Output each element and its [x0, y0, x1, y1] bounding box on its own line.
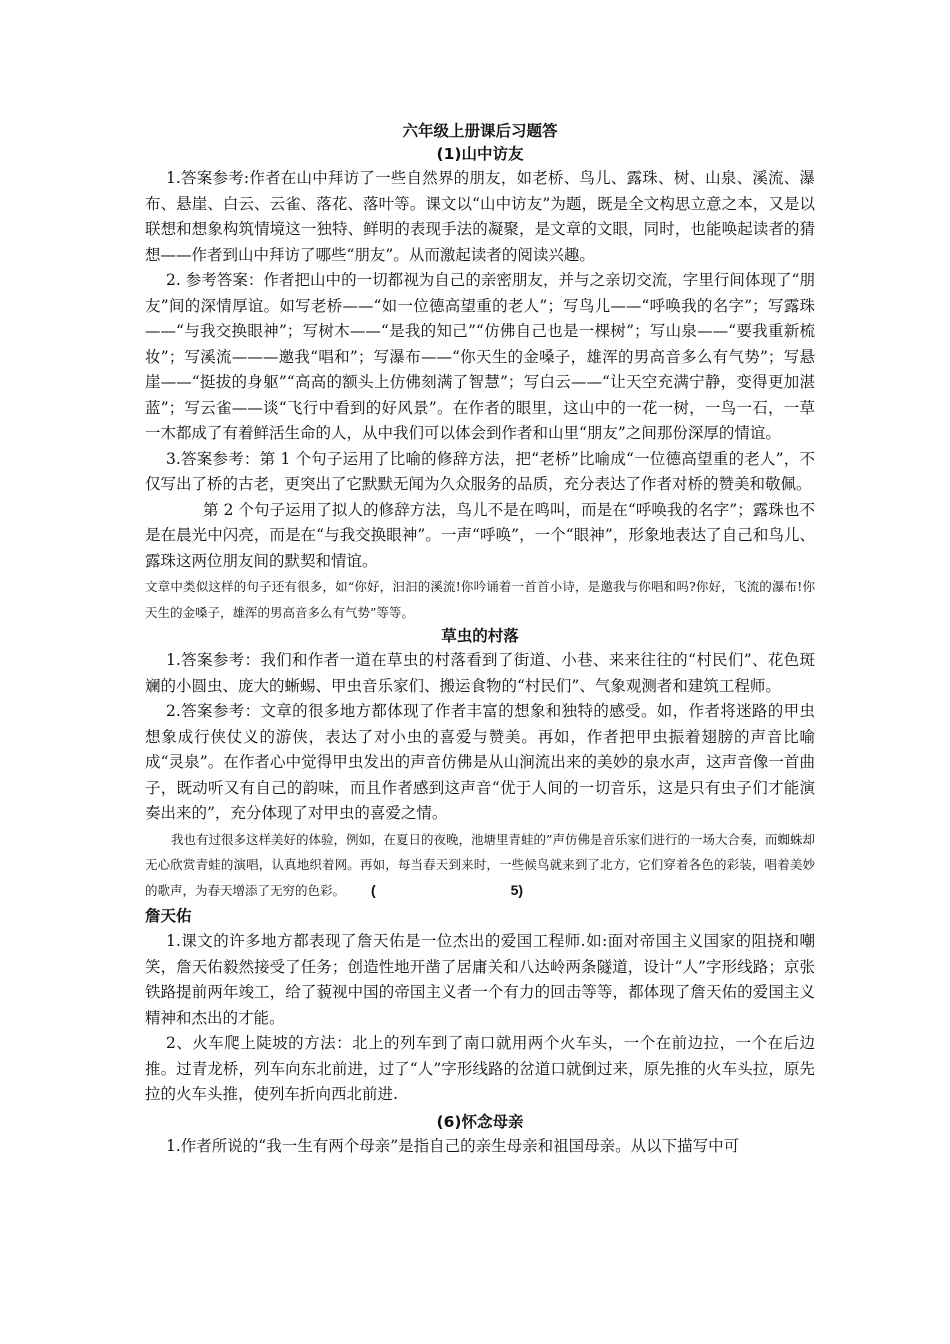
- answer-note: 文章中类似这样的句子还有很多，如“你好，汩汩的溪流!你吟诵着一首首小诗，是邀我与你唱和吗?你好，飞流的瀑布!你天生的金嗓子，雄浑的男高音多么有气势”等等。: [145, 579, 815, 620]
- paren-close: 5): [510, 881, 524, 898]
- answer-paragraph: 2. 参考答案：作者把山中的一切都视为自己的亲密朋友，并与之亲切交流，字里行间体现了“朋友”间的深情厚谊。如写老桥——“如一位德高望重的老人”；写鸟儿——“呼唤我的名字”；写露珠——“与我交换眼神”；写树木——“是我的知己”“仿佛自己也是一棵树”；写山泉——“要我重新梳妆”；写溪流———邀我“唱和”；写瀑布——“你天生的金嗓子，雄浑的男高音多么有气势”；写悬崖——“挺拔的身躯”“高高的额头上仿佛刻满了智慧”；写白云——“让天空充满宁静，变得更加湛蓝”；写云雀——谈“飞行中看到的好风景”。在作者的眼里，这山中的一花一树，一鸟一石，一草一木都成了有着鲜活生命的人，从中我们可以体会到作者和山里“朋友”之间那份深厚的情谊。: [145, 271, 815, 442]
- document-page: [145, 120, 815, 1159]
- answer-paragraph: 1.课文的许多地方都表现了詹天佑是一位杰出的爱国工程师.如:面对帝国主义国家的阻挠和嘲笑，詹天佑毅然接受了任务；创造性地开凿了居庸关和八达岭两条隧道，设计“人”字形线路；京张铁路提前两年竣工，给了藐视中国的帝国主义者一个有力的回击等等，都体现了詹天佑的爱国主义精神和杰出的才能。: [145, 932, 815, 1027]
- section-heading-huainian: (6)怀念母亲: [436, 1112, 524, 1131]
- answer-paragraph: 3.答案参考：第 1 个句子运用了比喻的修辞方法，把“老桥”比喻成“一位德高望重的老人”，不仅写出了桥的古老，更突出了它默默无闻为久众服务的品质，充分表达了作者对桥的赞美和敬佩。: [145, 449, 815, 493]
- answer-paragraph: 1.答案参考：我们和作者一道在草虫的村落看到了街道、小巷、来来往往的“村民们”、花色斑斓的小圆虫、庞大的蜥蜴、甲虫音乐家们、搬运食物的“村民们”、气象观测者和建筑工程师。: [145, 651, 815, 695]
- answer-paragraph: 2.答案参考：文章的很多地方都体现了作者丰富的想象和独特的感受。如，作者将迷路的甲虫想象成行侠仗义的游侠，表达了对小虫的喜爱与赞美。再如，作者把甲虫振着翅膀的声音比喻成“灵泉”。在作者心中觉得甲虫发出的声音仿佛是从山涧流出来的美妙的泉水声，这声音像一首曲子，既动听又有自己的韵味，而且作者感到这声音“优于人间的一切音乐，这是只有虫子们才能演奏出来的”，充分体现了对甲虫的喜爱之情。: [145, 702, 815, 822]
- section-number-marker: [345, 878, 523, 904]
- answer-paragraph: 2、火车爬上陡坡的方法：北上的列车到了南口就用两个火车头，一个在前边拉，一个在后边推。过青龙桥，列车向东北前进，过了“人”字形线路的岔道口就倒过来，原先推的火车头拉，原先拉的火车头推，使列车折向西北前进.: [145, 1034, 815, 1103]
- section-heading-zhantianyou: 詹天佑: [145, 907, 192, 925]
- paren-open: (: [371, 881, 376, 898]
- answer-note: [145, 827, 815, 904]
- answer-paragraph: 1.答案参考:作者在山中拜访了一些自然界的朋友，如老桥、鸟儿、露珠、树、山泉、溪流、瀑布、悬崖、白云、云雀、落花、落叶等。课文以“山中访友”为题，既是全文构思立意之本，又是以联想和想象构筑情境这一独特、鲜明的表现手法的凝聚，是文章的文眼，同时，也能唤起读者的猜想——作者到山中拜访了哪些“朋友”。从而激起读者的阅读兴趣。: [145, 169, 815, 264]
- section-heading-caochong: 草虫的村落: [441, 627, 519, 645]
- answer-paragraph: 1.作者所说的“我一生有两个母亲”是指自己的亲生母亲和祖国母亲。从以下描写中可: [166, 1136, 740, 1155]
- answer-note-text: 我也有过很多这样美好的体验，例如，在夏日的夜晚，池塘里青蛙的”声仿佛是音乐家们进行的一场大合奏，而蜘蛛却无心欣赏青蛙的演唱，认真地织着网。再如，每当春天到来时，一些候鸟就来到了北方，它们穿着各色的彩装，唱着美妙的歌声，为春天增添了无穷的色彩。: [145, 831, 815, 898]
- document-title: 六年级上册课后习题答: [402, 122, 558, 140]
- answer-paragraph: 第 2 个句子运用了拟人的修辞方法，鸟儿不是在鸣叫，而是在“呼唤我的名字”；露珠也不是在晨光中闪亮，而是在“与我交换眼神”。一声“呼唤”，一个“眼神”，形象地表达了自己和鸟儿、露珠这两位朋友间的默契和情谊。: [145, 500, 815, 570]
- section-heading-shanzhong: (1)山中访友: [436, 145, 524, 163]
